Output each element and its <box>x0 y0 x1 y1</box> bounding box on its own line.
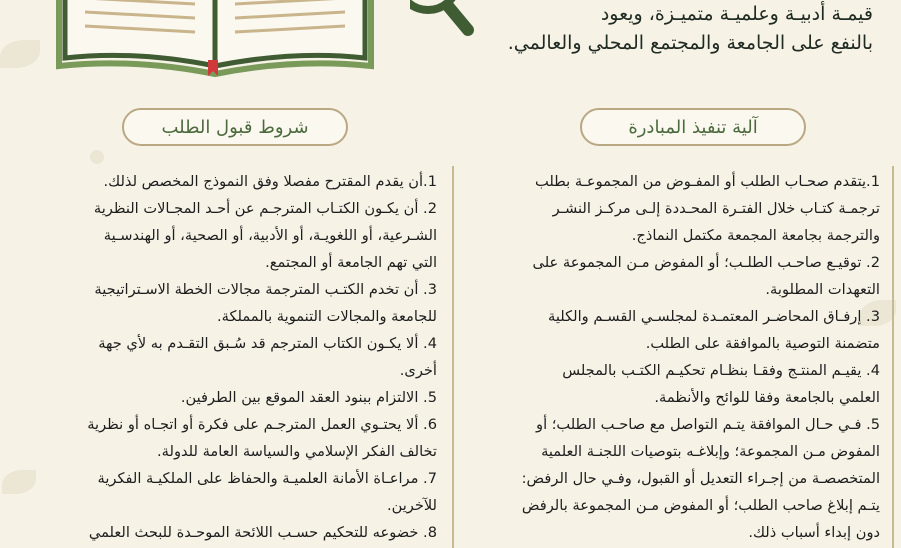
list-line: 4. ألا يكـون الكتاب المترجم قد سُـبق التقـدم به لأي جهة <box>98 335 437 352</box>
mechanism-steps-list <box>462 168 880 546</box>
list-line: متضمنة التوصية بالموافقة على الطلب. <box>645 335 880 352</box>
list-line: التي تهم الجامعة أو المجتمع. <box>265 254 437 271</box>
decorative-leaf <box>90 150 104 164</box>
list-line: دون إبداء أسباب ذلك. <box>748 524 880 541</box>
list-line: للآخرين. <box>386 497 437 514</box>
list-line: 5. الالتزام ببنود العقد الموقع بين الطرفين. <box>180 389 437 406</box>
list-line: ترجمـة كتـاب خلال الفتـرة المحـددة إلـى مركـز النشـر <box>552 200 880 217</box>
list-line: 1.أن يقدم المقترح مفصلا وفق النموذج المخصص لذلك. <box>103 173 437 190</box>
column-divider <box>452 166 454 548</box>
list-line: والترجمة بجامعة المجمعة مكتمل النماذج. <box>631 227 880 244</box>
column-divider <box>892 166 894 548</box>
list-line: 2. توقيـع صاحـب الطلـب؛ أو المفوض مـن المجموعة على <box>532 254 880 271</box>
list-line: 8. خضوعه للتحكيم حسـب اللائحة الموحـدة للبحث العلمي <box>88 524 437 541</box>
list-line: 5. فـي حـال الموافقة يتـم التواصل مع صاحـب الطلب؛ أو <box>536 416 880 433</box>
acceptance-conditions-list <box>5 168 437 546</box>
mechanism-title-text: آلية تنفيذ المبادرة <box>628 116 758 138</box>
list-line: 1.يتقدم صحـاب الطلب أو المفـوض من المجموعـة بطلب <box>534 173 880 190</box>
mechanism-title <box>580 108 806 146</box>
list-line: 7. مراعـاة الأمانة العلميـة والحفاظ على الملكيـة الفكرية <box>97 470 437 487</box>
list-line: التعهدات المطلوبة. <box>765 281 880 298</box>
list-line: أخرى. <box>399 362 437 379</box>
list-line: للجامعة والمجالات التنموية بالمملكة. <box>216 308 437 325</box>
open-book-icon <box>55 0 385 80</box>
list-line: 2. أن يكـون الكتـاب المترجـم عن أحـد المجـالات النظرية <box>93 200 437 217</box>
list-line: المفوض مـن المجموعة؛ وإبلاغـه بتوصيات اللجنـة العلمية <box>541 443 880 460</box>
list-line: 4. يقيـم المنتـج وفقـا بنظـام تحكيـم الكتـب بالمجلس <box>562 362 880 379</box>
list-line: 3. أن تخدم الكتـب المترجمة مجالات الخطة الاسـتراتيجية <box>94 281 437 298</box>
acceptance-conditions-title-text: شروط قبول الطلب <box>161 116 309 138</box>
acceptance-conditions-title <box>122 108 348 146</box>
list-line: المتخصصـة من إجـراء التعديل أو القبول، وفـي حال الرفض: <box>521 470 880 487</box>
intro-line: قيمـة أدبيـة وعلميـة متميـزة، ويعود <box>600 3 873 25</box>
list-line: 3. إرفـاق المحاضـر المعتمـدة لمجلسـي القسـم والكلية <box>548 308 880 325</box>
list-line: الشـرعية، أو اللغويـة، أو الأدبية، أو الصحية، أو الهندسـية <box>103 227 437 244</box>
intro-line: بالنفع على الجامعة والمجتمع المحلي والعالمي. <box>507 32 873 54</box>
intro-paragraph <box>443 0 873 58</box>
list-line: يتـم إبلاغ صاحب الطلب؛ أو المفوض مـن المجموعة بالرفض <box>521 497 880 514</box>
decorative-leaf <box>0 40 40 68</box>
list-line: العلمي بالجامعة وفقا للوائح والأنظمة. <box>654 389 880 406</box>
list-line: 6. ألا يحتـوي العمل المترجـم على فكرة أو اتجـاه أو نظرية <box>87 416 437 433</box>
list-line: تخالف الفكر الإسلامي والسياسة العامة للدولة. <box>157 443 437 460</box>
